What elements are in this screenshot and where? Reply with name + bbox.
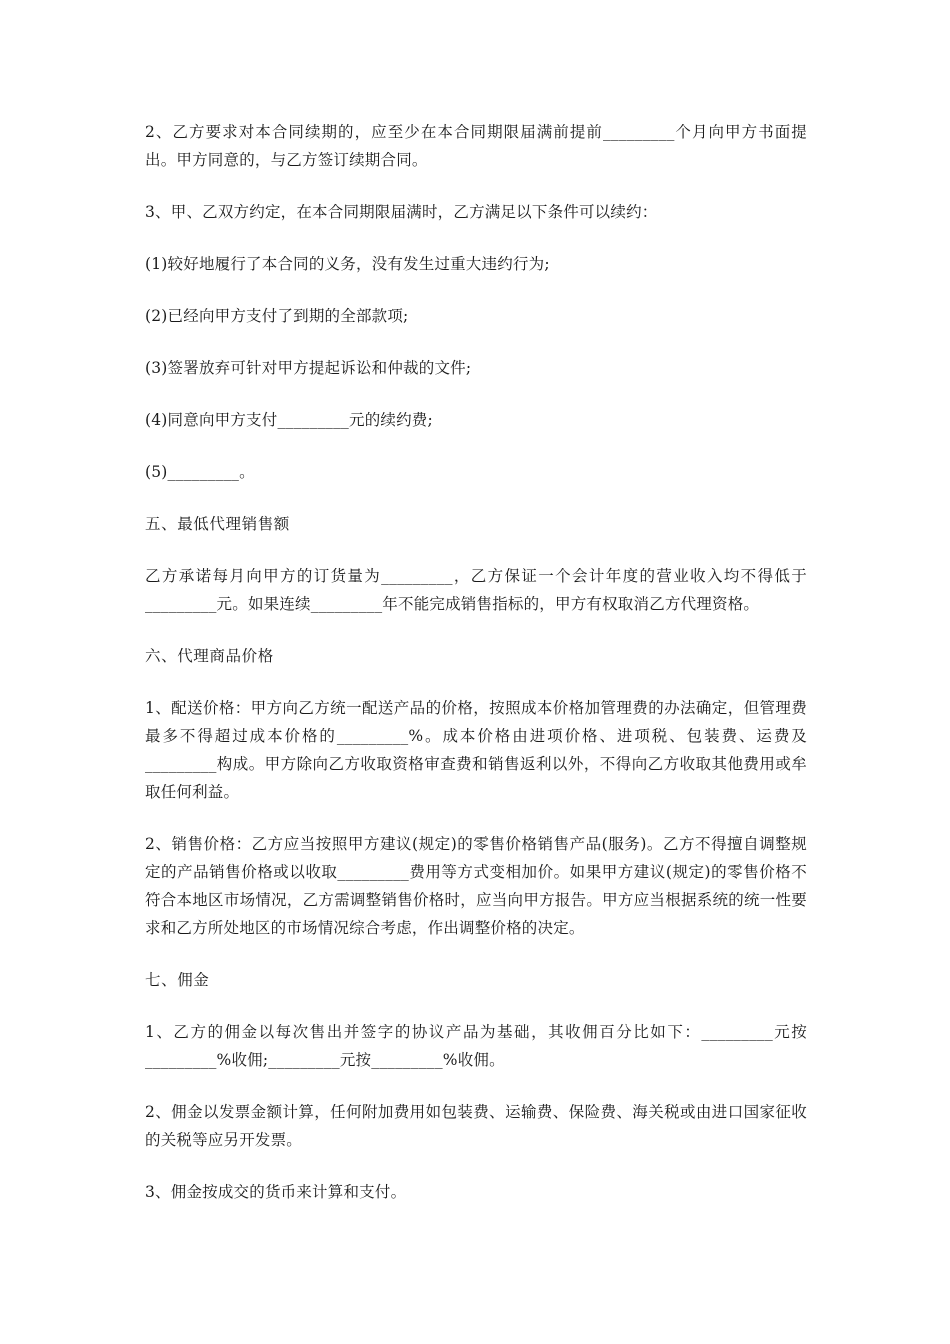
condition-item-3: (3)签署放弃可针对甲方提起诉讼和仲裁的文件; xyxy=(145,359,472,377)
clause-minimum-sales: 乙方承诺每月向甲方的订货量为_________，乙方保证一个会计年度的营业收入均不得低于_________元。如果连续_________年不能完成销售指标的，甲方有权取消乙方代理资格。 xyxy=(145,567,807,613)
condition-item-2: (2)已经向甲方支付了到期的全部款项; xyxy=(145,307,409,325)
section-heading-commission: 七、佣金 xyxy=(145,971,210,989)
section-heading-minimum-sales: 五、最低代理销售额 xyxy=(145,515,290,533)
clause-retail-price: 2、销售价格：乙方应当按照甲方建议(规定)的零售价格销售产品(服务)。乙方不得擅自调整规定的产品销售价格或以收取_________费用等方式变相加价。如果甲方建议(规定)的零售价格不符合本地区市场情况，乙方需调整销售价格时，应当向甲方报告。甲方应当根据系统的统一性要求和乙方所处地区的市场情况综合考虑，作出调整价格的决定。 xyxy=(145,835,807,937)
condition-item-1: (1)较好地履行了本合同的义务，没有发生过重大违约行为; xyxy=(145,255,550,273)
condition-item-5: (5)_________。 xyxy=(145,463,255,481)
document-page xyxy=(145,118,807,1230)
clause-renewal-conditions: 3、甲、乙双方约定，在本合同期限届满时，乙方满足以下条件可以续约： xyxy=(145,203,658,221)
clause-commission-currency: 3、佣金按成交的货币来计算和支付。 xyxy=(145,1183,407,1201)
section-heading-pricing: 六、代理商品价格 xyxy=(145,647,274,665)
condition-item-4: (4)同意向甲方支付_________元的续约费; xyxy=(145,411,433,429)
clause-delivery-price: 1、配送价格：甲方向乙方统一配送产品的价格，按照成本价格加管理费的办法确定，但管理费最多不得超过成本价格的_________%。成本价格由进项价格、进项税、包装费、运费及_________构成。甲方除向乙方收取资格审查费和销售返利以外，不得向乙方收取其他费用或牟取任何利益。 xyxy=(145,699,807,801)
clause-commission-invoice: 2、佣金以发票金额计算，任何附加费用如包装费、运输费、保险费、海关税或由进口国家征收的关税等应另开发票。 xyxy=(145,1103,807,1149)
clause-renewal-notice: 2、乙方要求对本合同续期的，应至少在本合同期限届满前提前_________个月向甲方书面提出。甲方同意的，与乙方签订续期合同。 xyxy=(145,123,807,169)
clause-commission-rate: 1、乙方的佣金以每次售出并签字的协议产品为基础，其收佣百分比如下：_________元按_________%收佣;_________元按_________%收佣。 xyxy=(145,1023,807,1069)
